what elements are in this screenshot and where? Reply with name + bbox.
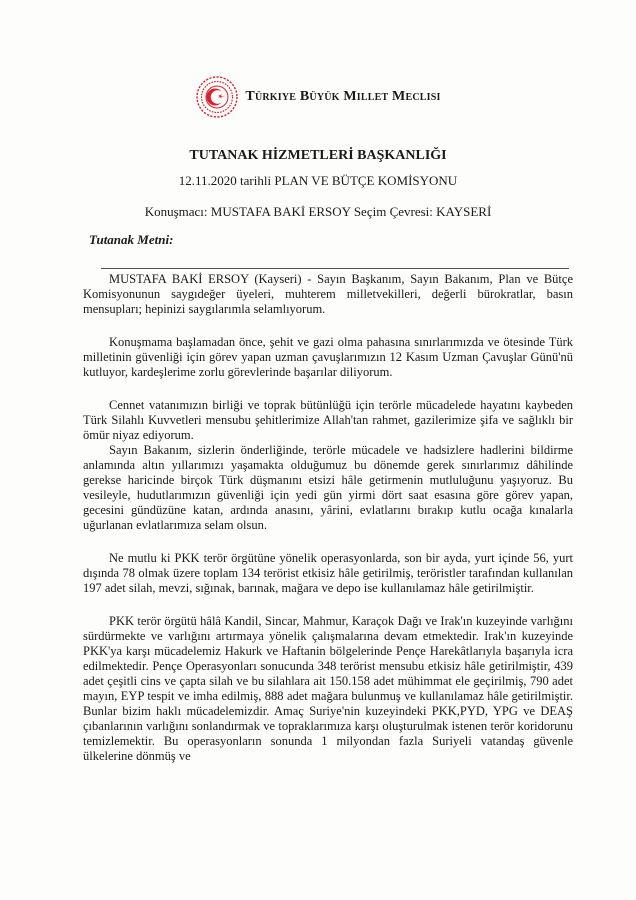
paragraph: MUSTAFA BAKİ ERSOY (Kayseri) - Sayın Başkanım, Sayın Bakanım, Plan ve Bütçe Komisyonunun saygıdeğer üyeleri, muhterem milletvekilleri, değerli bürokratlar, basın mensupları; hepinizi saygılarımla selamlıyorum. [83, 272, 573, 316]
institution-name: Türkiye Büyük Millet Meclisi [245, 89, 441, 104]
department-title: TUTANAK HİZMETLERİ BAŞKANLIĞI [189, 148, 447, 163]
paragraph: Cennet vatanımızın birliği ve toprak bütünlüğü için terörle mücadelede hayatını kaybeden Türk Silahlı Kuvvetleri mensubu şehitlerimize Allah'tan rahmet, gazilerimize şifa ve sağlıklı bir ömür niyaz ediyorum. [83, 398, 573, 442]
paragraph: Ne mutlu ki PKK terör örgütüne yönelik operasyonlarda, son bir ayda, yurt içinde 56, yurt dışında 78 olmak üzere toplam 134 terörist etkisiz hâle getirilmiş, teröristler tarafından kullanılan 197 adet silah, mevzi, sığınak, barınak, mağara ve depo ise kullanılamaz hâle getirilmiştir. [83, 551, 573, 595]
meeting-line: 12.11.2020 tarihli PLAN VE BÜTÇE KOMİSYONU [178, 173, 458, 188]
tbmm-emblem-icon [195, 75, 239, 119]
transcript-body [83, 272, 573, 782]
paragraph: PKK terör örgütü hâlâ Kandil, Sincar, Mahmur, Karaçok Dağı ve Irak'ın kuzeyinde varlığını sürdürmekte ve varlığını artırmaya yönelik çalışmalarına devam etmektedir. Irak'ın kuzeyinde PKK'ya karşı mücadelemiz Hakurk ve Haftanin bölgelerinde Pençe Harekâtlarıyla başarıyla icra edilmektedir. Pençe Operasyonları sonucunda 348 terörist mensubu etkisiz hâle getirilmiştir, 439 adet çeşitli cins ve çapta silah ve bu silahlara ait 150.158 adet mühimmat ele geçirilmiş, 790 adet mayın, EYP tespit ve imha edilmiş, 888 adet mağara bulunmuş ve kullanılamaz hâle getirilmiştir. Bunlar bizim haklı mücadelemizdir. Amaç Suriye'nin kuzeyindeki PKK,PYD, YPG ve DEAŞ çıbanlarının varlığını sonlandırmak ve topraklarımıza karşı oluşturulmak istenen terör koridorunu temizlemektir. Bu operasyonların sonunda 1 milyondan fazla Suriyeli vatandaş güvenle ülkelerine dönmüş ve [83, 614, 573, 763]
paragraph: Sayın Bakanım, sizlerin önderliğinde, terörle mücadele ve hadsizlere hadlerini bildirme anlamında altın yıllarımızı yaşamakta olduğumuz bu dönemde gerek sınırlarımız dâhilinde gerekse haricinde birçok Türk düşmanını etsizi hâle getirmenin mutluluğunu yaşıyoruz. Bu vesileyle, hudutlarımızın güvenliği için yedi gün yirmi dört saat esasına göre görev yapan, gecesini gündüzüne katan, ardında anasını, yârini, evlatlarını bırakıp kutlu ocağa kınalarla uğurlanan evlatlarımıza selam olsun. [83, 443, 573, 532]
paragraph: Konuşmama başlamadan önce, şehit ve gazi olma pahasına sınırlarımızda ve ötesinde Türk milletinin güvenliği için görev yapan uzman çavuşlarımızın 12 Kasım Uzman Çavuşlar Günü'nü kutluyor, kardeşlerime zorlu görevlerinde başarılar diliyorum. [83, 335, 573, 379]
letterhead [0, 75, 636, 119]
divider-line [101, 268, 569, 269]
transcript-label: Tutanak Metni: [89, 232, 174, 247]
speaker-line: Konuşmacı: MUSTAFA BAKİ ERSOY Seçim Çevresi: KAYSERİ [144, 204, 492, 219]
